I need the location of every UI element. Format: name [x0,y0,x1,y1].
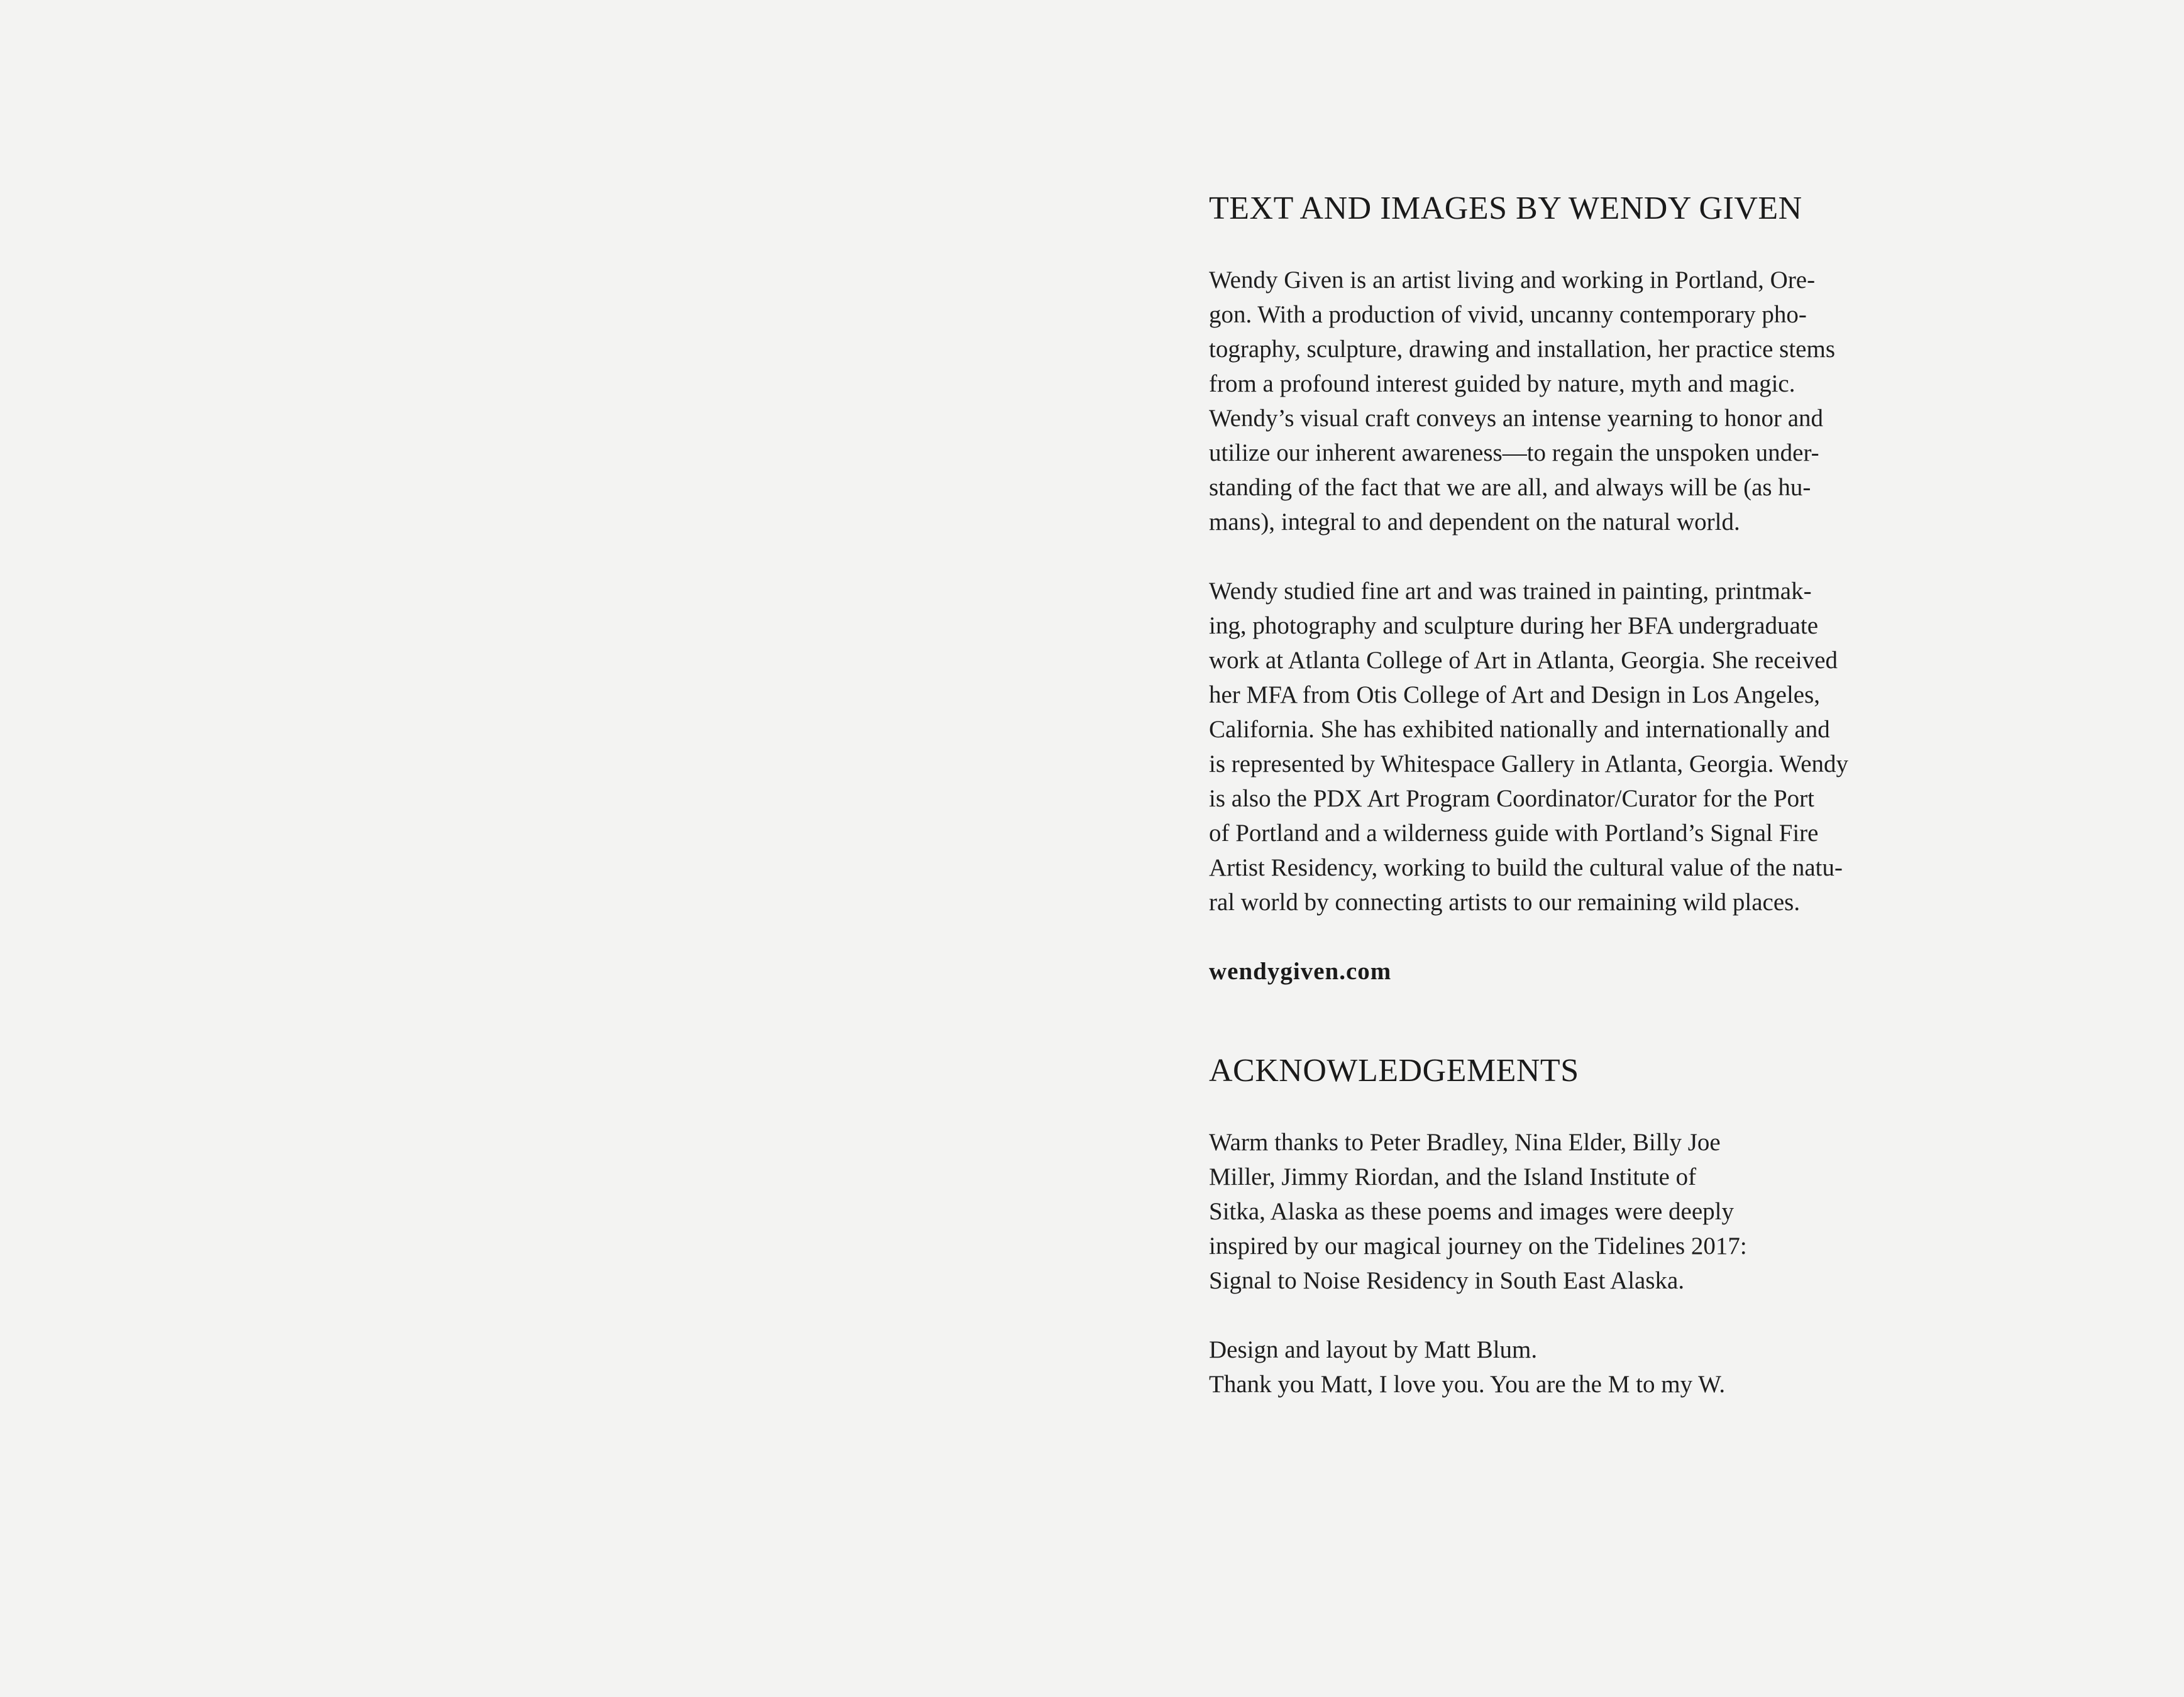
acknowledgements-heading: ACKNOWLEDGEMENTS [1209,1053,1579,1089]
bio-paragraph-2: Wendy studied fine art and was trained in painting, printmak- ing, photography and sculpture during her BFA undergraduate work at Atlanta College of Art in Atlanta, Georgia. She received her MFA from Otis College of Art and Design in Los Angeles, California. She has exhibited nationally and internationally and is represented by Whitespace Gallery in Atlanta, Georgia. Wendy is also the PDX Art Program Coordinator/Curator for the Port of Portland and a wilderness guide with Portland’s Signal Fire Artist Residency, working to build the cultural value of the natu- ral world by connecting artists to our remaining wild places. [1209,578,1849,916]
website-link[interactable]: wendygiven.com [1209,958,1392,985]
bio-paragraph-1: Wendy Given is an artist living and working in Portland, Ore- gon. With a production of vivid, uncanny contemporary pho- tography, sculpture, drawing and installation, her practice stems from a profound interest guided by nature, myth and magic. Wendy’s visual craft conveys an intense yearning to honor and utilize our inherent awareness—to regain the unspoken under- standing of the fact that we are all, and always will be (as hu- mans), integral to and dependent on the natural world. [1209,266,1836,535]
bio-heading: TEXT AND IMAGES BY WENDY GIVEN [1209,190,1802,226]
text-column [1209,186,1963,1402]
acknowledgements-paragraph-2: Design and layout by Matt Blum. Thank you Matt, I love you. You are the M to my W. [1209,1336,1726,1398]
acknowledgements-paragraph-1: Warm thanks to Peter Bradley, Nina Elder, Billy Joe Miller, Jimmy Riordan, and the Island Institute of Sitka, Alaska as these poems and images were deeply inspired by our magical journey on the Tidelines 2017: Signal to Noise Residency in South East Alaska. [1209,1129,1747,1294]
right-page [1092,0,2184,1697]
